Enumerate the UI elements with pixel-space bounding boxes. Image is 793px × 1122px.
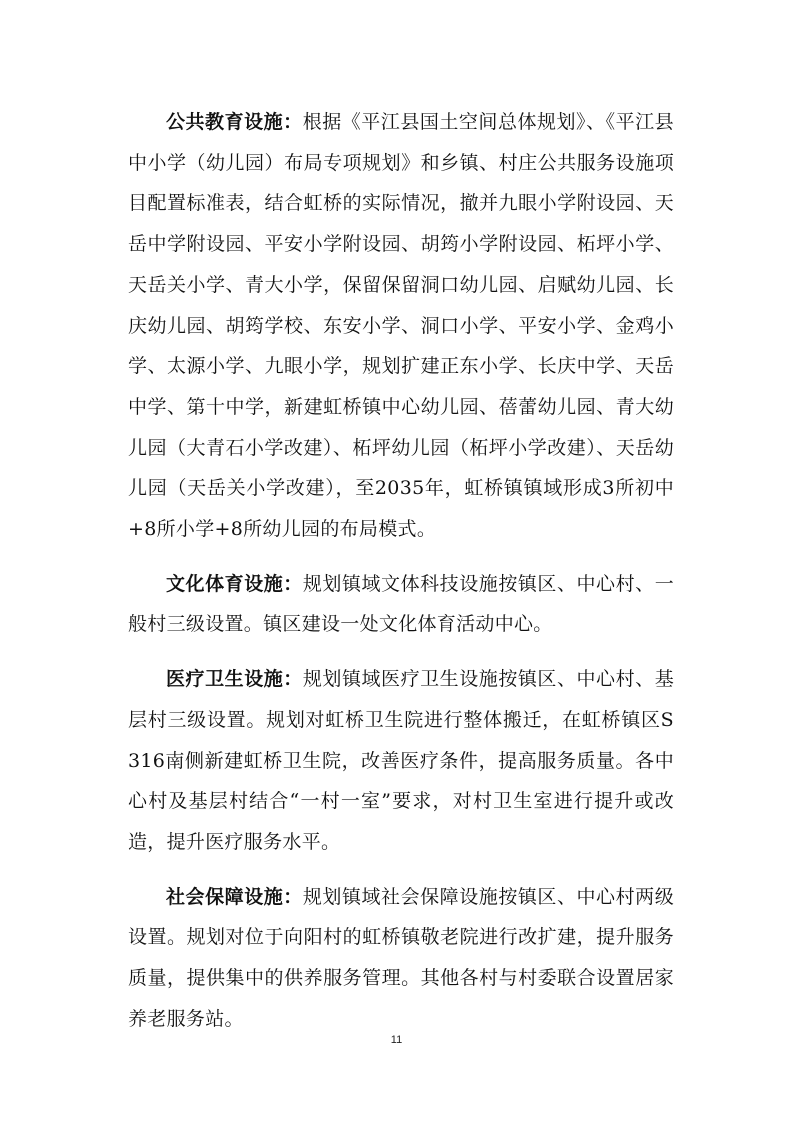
paragraph-text: 规划镇域文体科技设施按镇区、中心村、一般村三级设置。镇区建设一处文化体育活动中心。 — [128, 572, 674, 636]
paragraph-public-education — [128, 102, 674, 550]
paragraph-text: 规划镇域社会保障设施按镇区、中心村两级设置。规划对位于向阳村的虹桥镇敬老院进行改扩建，提升服务质量，提供集中的供养服务管理。其他各村与村委联合设置居家养老服务站。 — [128, 885, 674, 1030]
document-body — [128, 102, 674, 1053]
paragraph-medical-health — [128, 659, 674, 863]
paragraph-text: 规划镇域医疗卫生设施按镇区、中心村、基层村三级设置。规划对虹桥卫生院进行整体搬迁，在虹桥镇区S316南侧新建虹桥卫生院，改善医疗条件，提高服务质量。各中心村及基层村结合“一村一室”要求，对村卫生室进行提升或改造，提升医疗服务水平。 — [128, 668, 674, 853]
paragraph-social-security — [128, 877, 674, 1040]
paragraph-heading: 医疗卫生设施： — [166, 668, 303, 691]
paragraph-heading: 公共教育设施： — [166, 111, 303, 133]
paragraph-culture-sports — [128, 564, 674, 645]
paragraph-heading: 社会保障设施： — [166, 885, 303, 908]
page-number: 11 — [390, 1034, 403, 1046]
paragraph-text: 根据《平江县国土空间总体规划》、《平江县中小学（幼儿园）布局专项规划》和乡镇、村庄公共服务设施项目配置标准表，结合虹桥的实际情况，撤并九眼小学附设园、天岳中学附设园、平安小学附设园、胡筠小学附设园、柘坪小学、天岳关小学、青大小学，保留保留洞口幼儿园、启赋幼儿园、长庆幼儿园、胡筠学校、东安小学、洞口小学、平安小学、金鸡小学、太源小学、九眼小学，规划扩建正东小学、长庆中学、天岳中学、第十中学，新建虹桥镇中心幼儿园、蓓蕾幼儿园、青大幼儿园（大青石小学改建）、柘坪幼儿园（柘坪小学改建）、天岳幼儿园（天岳关小学改建），至2035年，虹桥镇镇域形成3所初中+8所小学+8所幼儿园的布局模式。 — [128, 111, 674, 541]
paragraph-heading: 文化体育设施： — [166, 572, 303, 595]
